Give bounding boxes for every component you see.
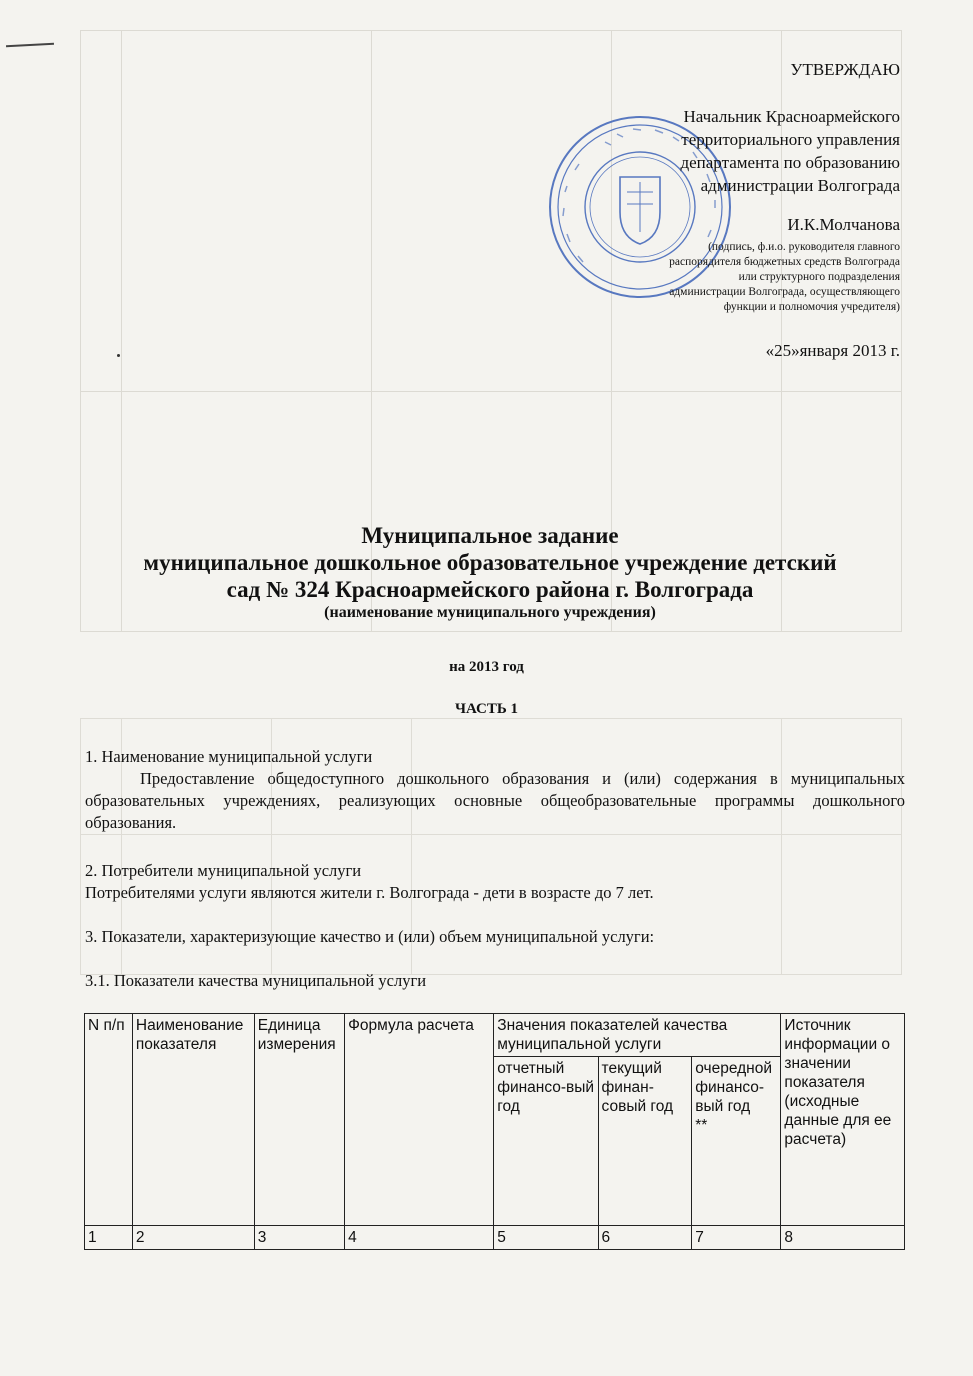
approver-position [570, 105, 900, 197]
header-next-year-label: очередной финансо-вый год [695, 1060, 772, 1115]
margin-mark [117, 354, 120, 357]
header-name: Наименование показателя [132, 1014, 254, 1226]
approval-block [570, 58, 900, 362]
section-2-text: Потребителями услуги являются жители г. Волгограда - дети в возрасте до 7 лет. [85, 883, 654, 902]
column-number: 7 [692, 1226, 781, 1250]
signature-caption [570, 240, 900, 315]
caption-line: (подпись, ф.и.о. руководителя главного [708, 241, 900, 253]
caption-line: или структурного подразделения [738, 271, 900, 283]
header-unit: Единица измерения [254, 1014, 344, 1226]
column-number: 6 [598, 1226, 692, 1250]
column-number: 8 [781, 1226, 905, 1250]
part-heading: ЧАСТЬ 1 [454, 701, 519, 717]
position-line: территориального управления [681, 130, 900, 149]
table-header-row [85, 1014, 905, 1057]
position-line: департамента по образованию [680, 153, 900, 172]
table-row [85, 1226, 905, 1250]
column-number: 2 [132, 1226, 254, 1250]
column-number: 5 [494, 1226, 598, 1250]
approval-date: «25»января 2013 г. [765, 341, 900, 360]
header-source: Источник информации о значении показателя (исходные данные для ее расчета) [781, 1014, 905, 1226]
section-1-heading: 1. Наименование муниципальной услуги [85, 747, 373, 766]
position-line: администрации Волгограда [700, 176, 900, 195]
position-line: Начальник Красноармейского [683, 107, 900, 126]
section-2-heading: 2. Потребители муниципальной услуги [85, 861, 362, 880]
header-num: N п/п [85, 1014, 133, 1226]
footnote-mark: ** [695, 1117, 708, 1134]
header-current-year: текущий финан-совый год [598, 1057, 692, 1226]
caption-line: функции и полномочия учредителя) [723, 301, 900, 313]
caption-line: распорядителя бюджетных средств Волгограда [669, 256, 900, 268]
title-line: Муниципальное задание [361, 523, 619, 548]
document-title [60, 522, 920, 623]
approval-heading: УТВЕРЖДАЮ [790, 60, 900, 79]
approver-name: И.К.Молчанова [787, 215, 900, 234]
section-3-1-heading: 3.1. Показатели качества муниципальной услуги [85, 971, 427, 990]
caption-line: администрации Волгограда, осуществляющего [669, 286, 900, 298]
section-1-text: Предоставление общедоступного дошкольного образования и (или) содержания в муниципальных образовательных учреждениях, реализующих основные общеобразовательные программы дошкольного образования. [85, 769, 905, 832]
header-next-year [692, 1057, 781, 1226]
title-caption: (наименование муниципального учреждения) [324, 604, 656, 621]
margin-mark [6, 43, 54, 48]
header-formula: Формула расчета [345, 1014, 494, 1226]
header-reported-year: отчетный финансо-вый год [494, 1057, 598, 1226]
section-3-heading: 3. Показатели, характеризующие качество и (или) объем муниципальной услуги: [85, 927, 655, 946]
column-number: 3 [254, 1226, 344, 1250]
column-number: 1 [85, 1226, 133, 1250]
document-year: на 2013 год [449, 659, 524, 675]
column-number: 4 [345, 1226, 494, 1250]
header-values-group: Значения показателей качества муниципальной услуги [494, 1014, 781, 1057]
quality-indicators-table [84, 1013, 905, 1250]
title-line: муниципальное дошкольное образовательное учреждение детский [143, 550, 837, 575]
title-line: сад № 324 Красноармейского района г. Волгограда [226, 577, 754, 602]
